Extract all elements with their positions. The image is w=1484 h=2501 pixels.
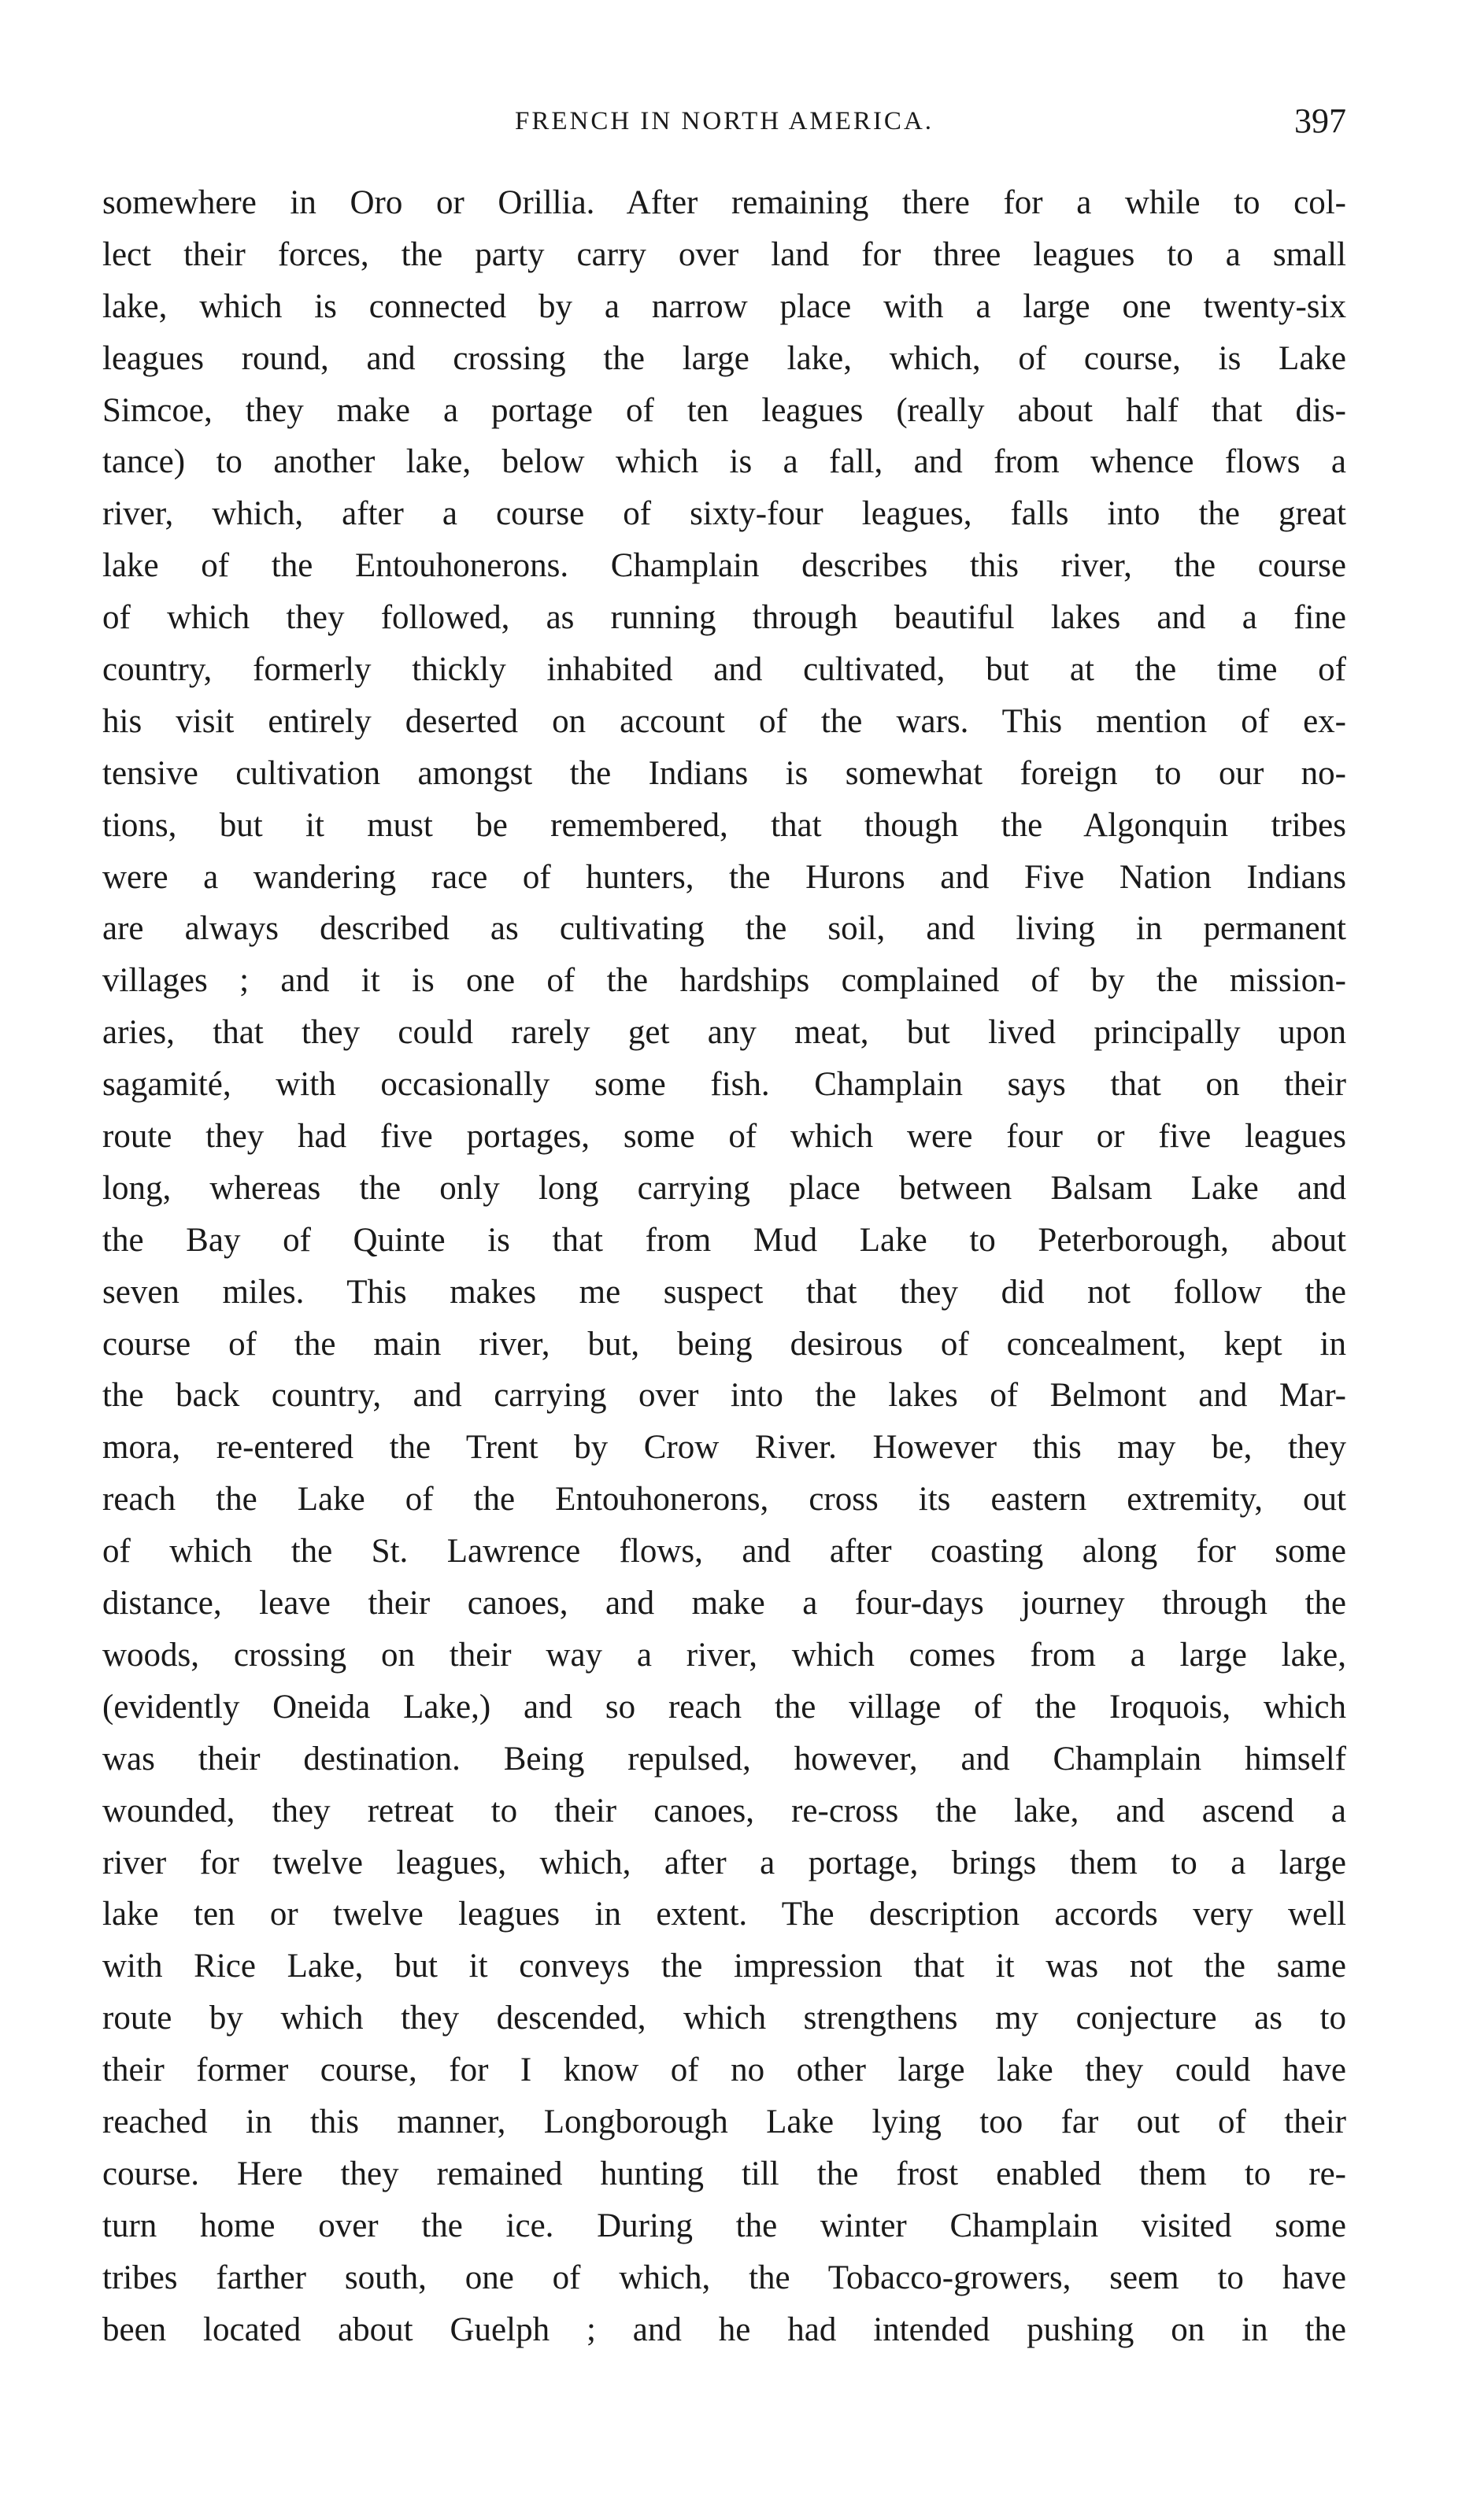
- text-line: somewhere in Oro or Orillia. After remaining there for a while to col-: [102, 184, 1346, 221]
- body-text: [102, 177, 1346, 2355]
- text-line: (evidently Oneida Lake,) and so reach the village of the Iroquois, which: [102, 1688, 1346, 1726]
- text-line: turn home over the ice. During the winter Champlain visited some: [102, 2207, 1346, 2244]
- text-line: of which they followed, as running through beautiful lakes and a fine: [102, 599, 1346, 637]
- text-line: are always described as cultivating the soil, and living in permanent: [102, 910, 1346, 948]
- text-line: the Bay of Quinte is that from Mud Lake to Peterborough, about: [102, 1221, 1346, 1259]
- text-line: reached in this manner, Longborough Lake lying too far out of their: [102, 2103, 1346, 2140]
- text-line: woods, crossing on their way a river, which comes from a large lake,: [102, 1636, 1346, 1674]
- text-line: the back country, and carrying over into the lakes of Belmont and Mar-: [102, 1377, 1346, 1415]
- text-line: long, whereas the only long carrying place between Balsam Lake and: [102, 1169, 1346, 1207]
- text-line: distance, leave their canoes, and make a four-days journey through the: [102, 1585, 1346, 1622]
- text-line: aries, that they could rarely get any meat, but lived principally upon: [102, 1014, 1346, 1052]
- text-line: wounded, they retreat to their canoes, re-cross the lake, and ascend a: [102, 1792, 1346, 1830]
- text-line: tensive cultivation amongst the Indians is somewhat foreign to our no-: [102, 754, 1346, 792]
- text-line: river for twelve leagues, which, after a portage, brings them to a large: [102, 1844, 1346, 1881]
- text-line: villages ; and it is one of the hardships complained of by the mission-: [102, 962, 1346, 1000]
- text-line: course of the main river, but, being desirous of concealment, kept in: [102, 1325, 1346, 1363]
- text-line: of which the St. Lawrence flows, and after coasting along for some: [102, 1533, 1346, 1571]
- page-number: 397: [1294, 102, 1346, 140]
- text-line: seven miles. This makes me suspect that they did not follow the: [102, 1273, 1346, 1311]
- text-line: their former course, for I know of no other large lake they could have: [102, 2051, 1346, 2089]
- running-title: FRENCH IN NORTH AMERICA.: [514, 107, 934, 135]
- text-line: lake, which is connected by a narrow place with a large one twenty-six: [102, 287, 1346, 325]
- text-line: Simcoe, they make a portage of ten leagues (really about half that dis-: [102, 391, 1346, 429]
- text-line: reach the Lake of the Entouhonerons, cross its eastern extremity, out: [102, 1481, 1346, 1519]
- text-line: tribes farther south, one of which, the Tobacco-growers, seem to have: [102, 2259, 1346, 2296]
- text-line: river, which, after a course of sixty-four leagues, falls into the great: [102, 495, 1346, 533]
- text-line: leagues round, and crossing the large lake, which, of course, is Lake: [102, 339, 1346, 377]
- text-line: route by which they descended, which strengthens my conjecture as to: [102, 2000, 1346, 2037]
- text-line: tions, but it must be remembered, that though the Algonquin tribes: [102, 806, 1346, 844]
- text-line: country, formerly thickly inhabited and cultivated, but at the time of: [102, 651, 1346, 689]
- text-line: route they had five portages, some of which were four or five leagues: [102, 1118, 1346, 1156]
- text-line: lake of the Entouhonerons. Champlain describes this river, the course: [102, 547, 1346, 585]
- text-line: been located about Guelph ; and he had intended pushing on in the: [102, 2310, 1346, 2348]
- text-line: lect their forces, the party carry over land for three leagues to a small: [102, 235, 1346, 273]
- text-line: with Rice Lake, but it conveys the impression that it was not the same: [102, 1948, 1346, 1985]
- text-line: lake ten or twelve leagues in extent. The description accords very well: [102, 1896, 1346, 1933]
- text-line: course. Here they remained hunting till the frost enabled them to re-: [102, 2155, 1346, 2192]
- text-line: his visit entirely deserted on account of the wars. This mention of ex-: [102, 702, 1346, 740]
- text-line: were a wandering race of hunters, the Hurons and Five Nation Indians: [102, 858, 1346, 896]
- text-line: sagamité, with occasionally some fish. Champlain says that on their: [102, 1066, 1346, 1104]
- text-line: was their destination. Being repulsed, however, and Champlain himself: [102, 1740, 1346, 1778]
- running-head: [102, 101, 1346, 148]
- text-line: mora, re-entered the Trent by Crow River. However this may be, they: [102, 1429, 1346, 1467]
- text-line: tance) to another lake, below which is a fall, and from whence flows a: [102, 443, 1346, 481]
